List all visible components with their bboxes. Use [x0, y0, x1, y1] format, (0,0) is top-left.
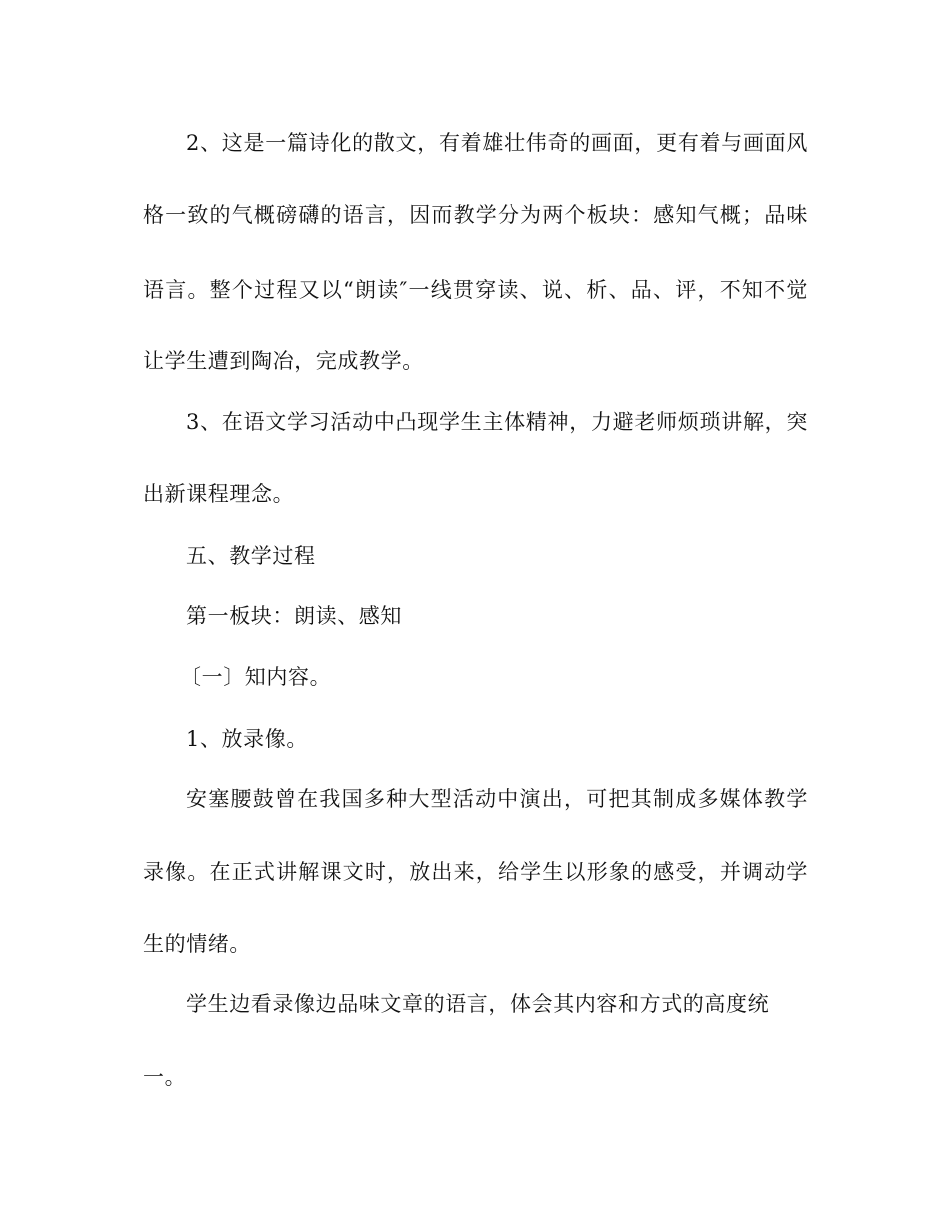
paragraph-2-line-1: 2、这是一篇诗化的散文，有着雄壮伟奇的画面，更有着与画面风 [186, 131, 808, 155]
paragraph-watch-line-2: 一。 [143, 1065, 187, 1089]
paragraph-2-line-2: 格一致的气概磅礴的语言，因而教学分为两个板块：感知气概；品味 [143, 203, 808, 227]
paragraph-2-line-3: 语言。整个过程又以“朗读″一线贯穿读、说、析、品、评，不知不觉 [143, 278, 808, 302]
paragraph-video-line-3: 生的情绪。 [143, 932, 251, 956]
paragraph-3-line-1: 3、在语文学习活动中凸现学生主体精神，力避老师烦琐讲解，突 [186, 410, 808, 434]
paragraph-video-line-2: 录像。在正式讲解课文时，放出来，给学生以形象的感受，并调动学 [143, 860, 808, 884]
paragraph-3-line-2: 出新课程理念。 [143, 482, 295, 506]
sub-heading: 〔一〕知内容。 [180, 665, 332, 689]
paragraph-2-line-4: 让学生遭到陶冶，完成教学。 [143, 349, 424, 373]
paragraph-video-line-1: 安塞腰鼓曾在我国多种大型活动中演出，可把其制成多媒体教学 [186, 787, 808, 811]
block-heading: 第一板块：朗读、感知 [186, 604, 402, 628]
paragraph-watch-line-1: 学生边看录像边品味文章的语言，体会其内容和方式的高度统 [186, 992, 770, 1016]
step-heading: 1、放录像。 [186, 727, 308, 751]
section-heading: 五、教学过程 [186, 544, 316, 568]
